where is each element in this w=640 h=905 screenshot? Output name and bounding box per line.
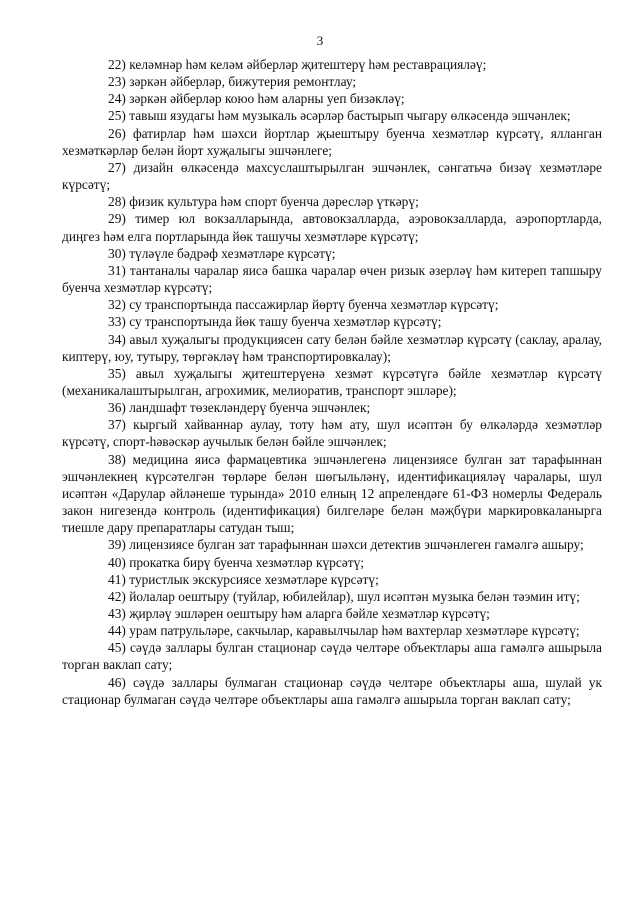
list-item-45: 45) сәүдә заллары булган стационар сәүдә челтәре объектлары аша гамәлгә ашырыла торган ваклап сату;: [62, 640, 602, 673]
list-item-33: 33) су транспортында йөк ташу буенча хезмәтләр күрсәтү;: [108, 314, 442, 330]
page-number: 3: [316, 33, 324, 48]
list-item-35: 35) авыл хуҗалыгы җитештерүенә хезмәт күрсәтүгә бәйле хезмәтләр күрсәтү (механикалаштырылган, агрохимик, мелиоратив, транспорт эшләре);: [62, 365, 602, 398]
list-item-44: 44) урам патрульләре, сакчылар, каравылчылар һәм вахтерлар хезмәтләре күрсәтү;: [108, 623, 580, 639]
list-item-28: 28) физик культура һәм спорт буенча дәресләр үткәрү;: [108, 194, 419, 210]
list-item-32: 32) су транспортында пассажирлар йөртү буенча хезмәтләр күрсәтү;: [108, 297, 499, 313]
list-item-34: 34) авыл хуҗалыгы продукциясен сату белән бәйле хезмәтләр күрсәтү (саклау, аралау, киптерү, юу, тутыру, төргәкләү һәм транспортировкалау);: [62, 331, 602, 364]
list-item-30: 30) түләүле бәдрәф хезмәтләре күрсәтү;: [108, 245, 336, 261]
list-item-38: 38) медицина яисә фармацевтика эшчәнлегенә лицензиясе булган зат тарафыннан эшчәнлекнең күрсәтелгән төрләре белән шөгыльләнү, идентификацияләү чаралары, шул исәптән «Дарулар әйләнеше турында» 2010 елның 12 апрелендәге 61-ФЗ номерлы Федераль закон нигезендә контроль (идентификация) билгеләре белән мәҗбүри маркировкаланырга тиешле дару препаратлары сатудан тыш;: [62, 451, 602, 536]
list-item-43: 43) җирләү эшләрен оештыру һәм аларга бәйле хезмәтләр күрсәтү;: [108, 606, 490, 621]
list-item-40: 40) прокатка бирү буенча хезмәтләр күрсәтү;: [108, 554, 364, 570]
list-item-23: 23) зәркән әйберләр, бижутерия ремонтлау;: [108, 74, 357, 90]
list-item-46: 46) сәүдә заллары булмаган стационар сәүдә челтәре объектлары аша, шулай ук стационар булмаган сәүдә челтәре объектлары аша гамәлгә ашырыла торган ваклап сату;: [62, 674, 602, 707]
list-item-26: 26) фатирлар һәм шәхси йортлар җыештыру буенча хезмәтләр күрсәтү, ялланган хезмәткәрләр белән йорт хуҗалыгы эшчәнлеге;: [62, 125, 602, 158]
list-item-24: 24) зәркән әйберләр коюо һәм аларны уеп бизәкләү;: [108, 91, 405, 107]
list-item-42: 42) йолалар оештыру (туйлар, юбилейлар), шул исәптән музыка белән тәэмин итү;: [108, 588, 580, 604]
list-item-22: 22) келәмнәр һәм келәм әйберләр җитештерү һәм реставрацияләү;: [108, 57, 487, 72]
list-item-29: 29) тимер юл вокзалларында, автовокзалларда, аэровокзалларда, аэропортларда, диңгез һәм елга портларында йөк ташучы хезмәтләре күрсәтү;: [62, 211, 602, 244]
list-item-37: 37) кыргый хайваннар аулау, тоту һәм ату, шул исәптән бу өлкәләрдә хезмәтләр күрсәтү, спорт-һәвәскәр аучылык белән бәйле эшчәнлек;: [62, 417, 602, 450]
list-item-41: 41) туристлык экскурсиясе хезмәтләре күрсәтү;: [108, 571, 379, 587]
document-body: [62, 56, 602, 708]
list-item-25: 25) тавыш язудагы һәм музыкаль әсәрләр бастырып чыгару өлкәсендә эшчәнлек;: [108, 108, 571, 124]
list-item-27: 27) дизайн өлкәсендә махсуслаштырылган эшчәнлек, сәнгатьчә бизәү хезмәтләре күрсәтү;: [62, 159, 602, 193]
list-item-31: 31) тантаналы чаралар яисә башка чаралар өчен ризык әзерләү һәм китереп тапшыру буенча хезмәтләр күрсәтү;: [62, 262, 602, 296]
list-item-36: 36) ландшафт төзекләндерү буенча эшчәнлек;: [108, 400, 371, 416]
list-item-39: 39) лицензиясе булган зат тарафыннан шәхси детектив эшчәнлеген гамәлгә ашыру;: [108, 537, 584, 553]
